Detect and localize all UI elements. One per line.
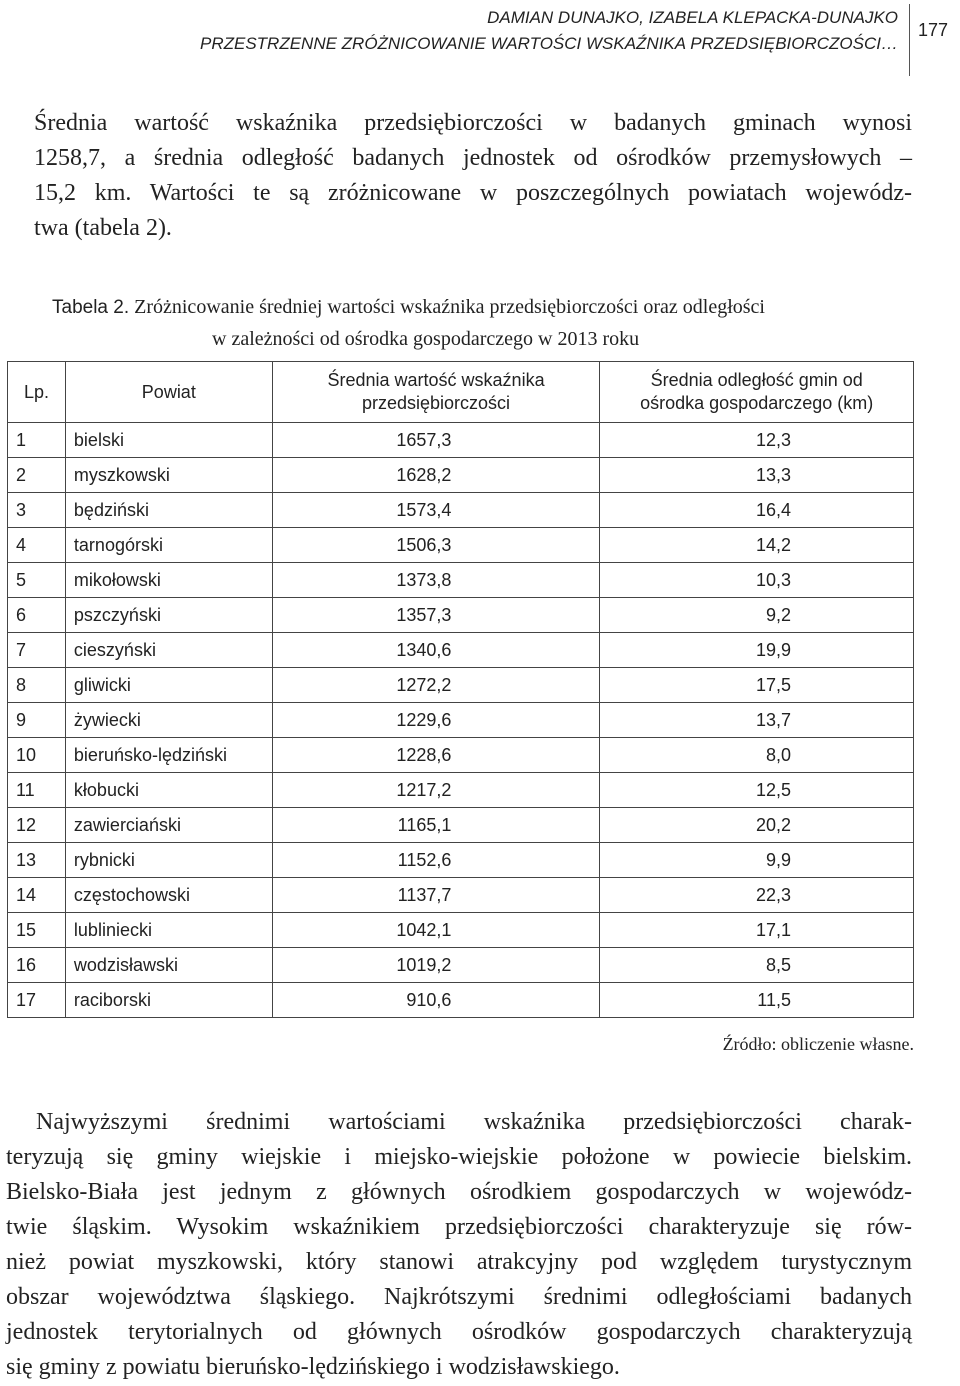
row-lp: 1 [8, 423, 66, 458]
row-index: 1165,1 [272, 808, 600, 843]
intro-line: 15,2 km. Wartości te są zróżnicowane w poszczególnych powiatach wojewódz- [34, 180, 912, 206]
row-powiat: cieszyński [65, 633, 272, 668]
row-powiat: raciborski [65, 983, 272, 1018]
row-lp: 14 [8, 878, 66, 913]
header-avg-index-line2: przedsiębiorczości [362, 393, 511, 413]
table-caption-line1: Zróżnicowanie średniej wartości wskaźnika przedsiębiorczości oraz odległości [134, 296, 765, 318]
table-caption-label: Tabela 2. [52, 297, 130, 318]
row-distance: 10,3 [600, 563, 914, 598]
row-powiat: będziński [65, 493, 272, 528]
row-powiat: lubliniecki [65, 913, 272, 948]
row-distance: 9,2 [600, 598, 914, 633]
row-index: 1217,2 [272, 773, 600, 808]
row-powiat: kłobucki [65, 773, 272, 808]
row-powiat: myszkowski [65, 458, 272, 493]
header-avg-distance [600, 362, 914, 423]
row-lp: 10 [8, 738, 66, 773]
row-index: 1357,3 [272, 598, 600, 633]
intro-line: twa (tabela 2). [34, 215, 172, 241]
row-distance: 14,2 [600, 528, 914, 563]
row-index: 1019,2 [272, 948, 600, 983]
row-index: 1228,6 [272, 738, 600, 773]
table-caption-line2: w zależności od ośrodka gospodarczego w 2013 roku [212, 328, 640, 350]
table-row [8, 738, 914, 773]
row-powiat: pszczyński [65, 598, 272, 633]
row-index: 1229,6 [272, 703, 600, 738]
row-distance: 20,2 [600, 808, 914, 843]
table-row [8, 773, 914, 808]
row-lp: 4 [8, 528, 66, 563]
row-powiat: wodzisławski [65, 948, 272, 983]
row-distance: 12,5 [600, 773, 914, 808]
outro-line: obszar województwa śląskiego. Najkrótszymi średnimi odległościami badanych [6, 1284, 912, 1310]
table-row [8, 528, 914, 563]
row-distance: 11,5 [600, 983, 914, 1018]
row-lp: 11 [8, 773, 66, 808]
table-row [8, 633, 914, 668]
outro-line: teryzują się gminy wiejskie i miejsko-wiejskie położone w powiecie bielskim. [6, 1144, 912, 1170]
table-header-row [8, 362, 914, 423]
row-powiat: żywiecki [65, 703, 272, 738]
row-distance: 19,9 [600, 633, 914, 668]
row-index: 1373,8 [272, 563, 600, 598]
row-index: 1628,2 [272, 458, 600, 493]
row-lp: 13 [8, 843, 66, 878]
table-row [8, 563, 914, 598]
table-row [8, 948, 914, 983]
running-header [0, 0, 960, 80]
row-index: 1152,6 [272, 843, 600, 878]
row-index: 1137,7 [272, 878, 600, 913]
header-authors: DAMIAN DUNAJKO, IZABELA KLEPACKA-DUNAJKO [487, 8, 898, 27]
row-lp: 3 [8, 493, 66, 528]
table-row [8, 703, 914, 738]
row-distance: 13,7 [600, 703, 914, 738]
table-row [8, 423, 914, 458]
row-index: 1506,3 [272, 528, 600, 563]
table-row [8, 913, 914, 948]
row-distance: 8,5 [600, 948, 914, 983]
row-powiat: bielski [65, 423, 272, 458]
data-table [7, 361, 914, 1018]
row-powiat: częstochowski [65, 878, 272, 913]
row-index: 1573,4 [272, 493, 600, 528]
row-lp: 6 [8, 598, 66, 633]
header-divider [909, 4, 910, 76]
outro-line: Bielsko-Biała jest jednym z głównych ośrodkiem gospodarczych w wojewódz- [6, 1179, 912, 1205]
row-powiat: zawierciański [65, 808, 272, 843]
row-distance: 17,5 [600, 668, 914, 703]
row-lp: 9 [8, 703, 66, 738]
conclusion-paragraph [6, 1105, 912, 1385]
row-index: 1340,6 [272, 633, 600, 668]
row-lp: 15 [8, 913, 66, 948]
row-powiat: bieruńsko-lędziński [65, 738, 272, 773]
row-lp: 16 [8, 948, 66, 983]
row-distance: 17,1 [600, 913, 914, 948]
row-lp: 8 [8, 668, 66, 703]
row-lp: 2 [8, 458, 66, 493]
table-row [8, 493, 914, 528]
outro-line: się gminy z powiatu bieruńsko-lędzińskiego i wodzisławskiego. [6, 1354, 620, 1380]
header-powiat: Powiat [65, 362, 272, 423]
header-running-title: PRZESTRZENNE ZRÓŻNICOWANIE WARTOŚCI WSKAŹNIKA PRZEDSIĘBIORCZOŚCI… [199, 34, 898, 53]
table-source: Źródło: obliczenie własne. [722, 1034, 914, 1054]
intro-line: Średnia wartość wskaźnika przedsiębiorczości w badanych gminach wynosi [34, 110, 912, 136]
row-distance: 9,9 [600, 843, 914, 878]
row-powiat: rybnicki [65, 843, 272, 878]
table-row [8, 878, 914, 913]
row-powiat: mikołowski [65, 563, 272, 598]
row-index: 1042,1 [272, 913, 600, 948]
outro-line: jednostek terytorialnych od głównych ośrodków gospodarczych charakteryzują [6, 1319, 912, 1345]
row-powiat: tarnogórski [65, 528, 272, 563]
table-row [8, 458, 914, 493]
header-avg-index-line1: Średnia wartość wskaźnika [327, 370, 545, 390]
row-distance: 16,4 [600, 493, 914, 528]
row-distance: 12,3 [600, 423, 914, 458]
page-number: 177 [918, 20, 949, 40]
row-lp: 17 [8, 983, 66, 1018]
table-row [8, 808, 914, 843]
row-index: 910,6 [272, 983, 600, 1018]
row-distance: 13,3 [600, 458, 914, 493]
header-lp: Lp. [8, 362, 66, 423]
header-avg-distance-line1: Średnia odległość gmin od [650, 370, 863, 390]
outro-line: twie śląskim. Wysokim wskaźnikiem przedsiębiorczości charakteryzuje się rów- [6, 1214, 912, 1240]
outro-line: nież powiat myszkowski, który stanowi atrakcyjny pod względem turystycznym [6, 1249, 912, 1275]
row-distance: 22,3 [600, 878, 914, 913]
intro-line: 1258,7, a średnia odległość badanych jednostek od ośrodków przemysłowych – [34, 145, 912, 171]
table-row [8, 598, 914, 633]
table-row [8, 843, 914, 878]
header-avg-index [272, 362, 600, 423]
outro-line: Najwyższymi średnimi wartościami wskaźnika przedsiębiorczości charak- [36, 1109, 912, 1135]
row-powiat: gliwicki [65, 668, 272, 703]
row-index: 1272,2 [272, 668, 600, 703]
row-distance: 8,0 [600, 738, 914, 773]
row-lp: 12 [8, 808, 66, 843]
table-row [8, 668, 914, 703]
table-row [8, 983, 914, 1018]
row-lp: 5 [8, 563, 66, 598]
row-lp: 7 [8, 633, 66, 668]
row-index: 1657,3 [272, 423, 600, 458]
header-avg-distance-line2: ośrodka gospodarczego (km) [640, 393, 874, 413]
intro-paragraph [34, 106, 912, 246]
